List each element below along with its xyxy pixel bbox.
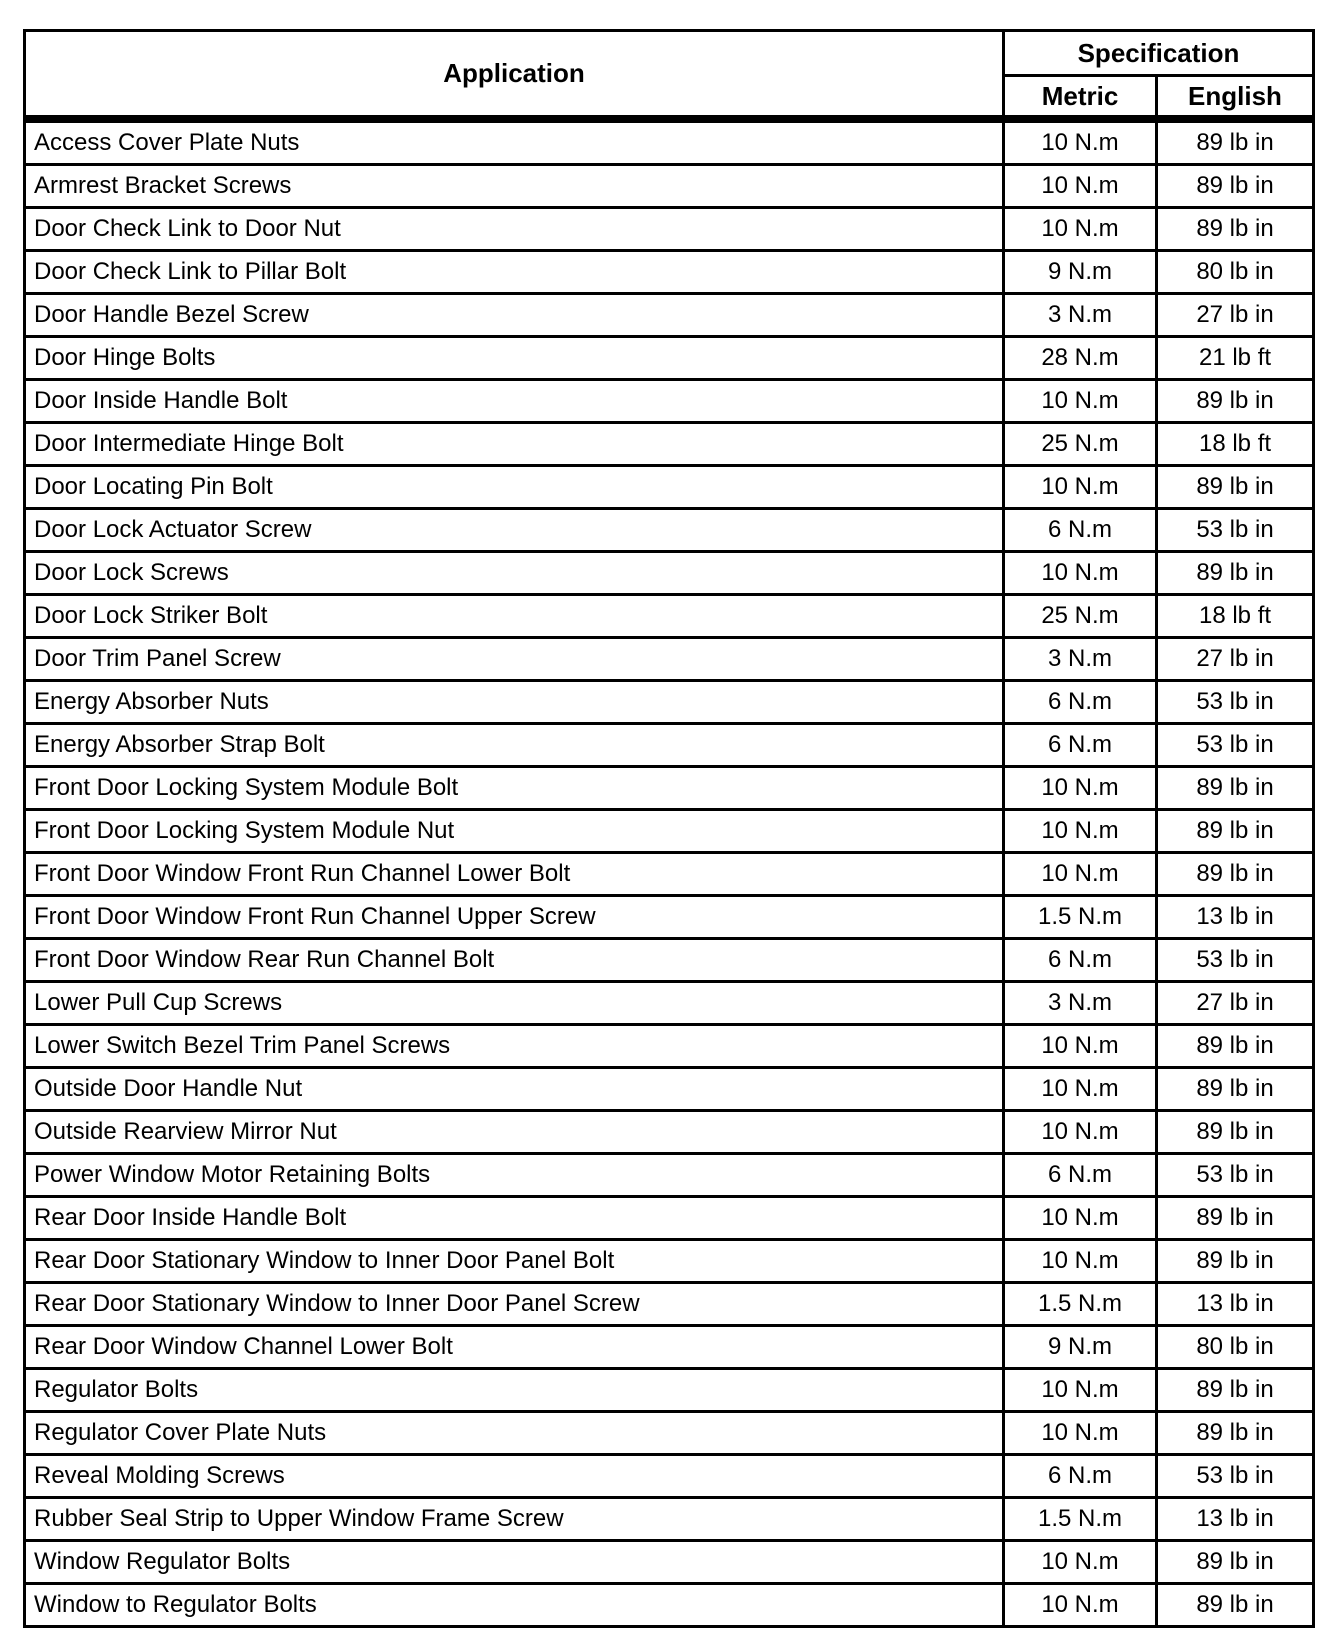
- table-row: [25, 509, 1314, 552]
- table-row: [25, 208, 1314, 251]
- column-header-application: Application: [25, 31, 1004, 120]
- table-row: [25, 1283, 1314, 1326]
- metric-value-cell: 1.5 N.m: [1004, 1283, 1157, 1326]
- table-row: [25, 896, 1314, 939]
- metric-value-cell: 6 N.m: [1004, 1154, 1157, 1197]
- application-cell: Outside Door Handle Nut: [25, 1068, 1004, 1111]
- application-cell: Energy Absorber Nuts: [25, 681, 1004, 724]
- metric-value-cell: 6 N.m: [1004, 509, 1157, 552]
- table-row: [25, 165, 1314, 208]
- table-row: [25, 638, 1314, 681]
- application-cell: Door Hinge Bolts: [25, 337, 1004, 380]
- header-row-top: [25, 31, 1314, 76]
- english-value-cell: 27 lb in: [1157, 638, 1314, 681]
- metric-value-cell: 28 N.m: [1004, 337, 1157, 380]
- english-value-cell: 27 lb in: [1157, 294, 1314, 337]
- english-value-cell: 27 lb in: [1157, 982, 1314, 1025]
- metric-value-cell: 25 N.m: [1004, 595, 1157, 638]
- application-cell: Rear Door Stationary Window to Inner Door Panel Screw: [25, 1283, 1004, 1326]
- table-row: [25, 1111, 1314, 1154]
- application-cell: Door Lock Screws: [25, 552, 1004, 595]
- table-row: [25, 1025, 1314, 1068]
- english-value-cell: 89 lb in: [1157, 552, 1314, 595]
- english-value-cell: 53 lb in: [1157, 939, 1314, 982]
- metric-value-cell: 10 N.m: [1004, 810, 1157, 853]
- english-value-cell: 80 lb in: [1157, 1326, 1314, 1369]
- metric-value-cell: 10 N.m: [1004, 1025, 1157, 1068]
- metric-value-cell: 10 N.m: [1004, 1541, 1157, 1584]
- metric-value-cell: 10 N.m: [1004, 119, 1157, 165]
- application-cell: Front Door Locking System Module Nut: [25, 810, 1004, 853]
- table-body: [25, 119, 1314, 1627]
- application-cell: Door Inside Handle Bolt: [25, 380, 1004, 423]
- english-value-cell: 89 lb in: [1157, 1025, 1314, 1068]
- metric-value-cell: 9 N.m: [1004, 251, 1157, 294]
- english-value-cell: 13 lb in: [1157, 1283, 1314, 1326]
- english-value-cell: 89 lb in: [1157, 1541, 1314, 1584]
- torque-spec-table: [23, 29, 1315, 1628]
- metric-value-cell: 6 N.m: [1004, 724, 1157, 767]
- application-cell: Front Door Window Rear Run Channel Bolt: [25, 939, 1004, 982]
- table-row: [25, 853, 1314, 896]
- application-cell: Rear Door Inside Handle Bolt: [25, 1197, 1004, 1240]
- metric-value-cell: 10 N.m: [1004, 853, 1157, 896]
- english-value-cell: 53 lb in: [1157, 1154, 1314, 1197]
- table-row: [25, 423, 1314, 466]
- english-value-cell: 13 lb in: [1157, 896, 1314, 939]
- application-cell: Door Intermediate Hinge Bolt: [25, 423, 1004, 466]
- metric-value-cell: 10 N.m: [1004, 1412, 1157, 1455]
- english-value-cell: 53 lb in: [1157, 724, 1314, 767]
- table-row: [25, 982, 1314, 1025]
- application-cell: Door Check Link to Door Nut: [25, 208, 1004, 251]
- table-row: [25, 1326, 1314, 1369]
- application-cell: Rear Door Stationary Window to Inner Door Panel Bolt: [25, 1240, 1004, 1283]
- table-row: [25, 1412, 1314, 1455]
- metric-value-cell: 10 N.m: [1004, 767, 1157, 810]
- english-value-cell: 89 lb in: [1157, 1412, 1314, 1455]
- table-row: [25, 337, 1314, 380]
- table-row: [25, 1240, 1314, 1283]
- table-header: [25, 31, 1314, 120]
- table-row: [25, 119, 1314, 165]
- table-row: [25, 767, 1314, 810]
- english-value-cell: 80 lb in: [1157, 251, 1314, 294]
- application-cell: Front Door Locking System Module Bolt: [25, 767, 1004, 810]
- application-cell: Door Lock Striker Bolt: [25, 595, 1004, 638]
- application-cell: Reveal Molding Screws: [25, 1455, 1004, 1498]
- table-row: [25, 724, 1314, 767]
- metric-value-cell: 10 N.m: [1004, 1584, 1157, 1627]
- english-value-cell: 89 lb in: [1157, 767, 1314, 810]
- metric-value-cell: 3 N.m: [1004, 638, 1157, 681]
- application-cell: Lower Switch Bezel Trim Panel Screws: [25, 1025, 1004, 1068]
- metric-value-cell: 3 N.m: [1004, 294, 1157, 337]
- metric-value-cell: 10 N.m: [1004, 1369, 1157, 1412]
- english-value-cell: 89 lb in: [1157, 1584, 1314, 1627]
- english-value-cell: 53 lb in: [1157, 509, 1314, 552]
- english-value-cell: 89 lb in: [1157, 165, 1314, 208]
- application-cell: Rear Door Window Channel Lower Bolt: [25, 1326, 1004, 1369]
- table-row: [25, 1541, 1314, 1584]
- english-value-cell: 89 lb in: [1157, 810, 1314, 853]
- application-cell: Power Window Motor Retaining Bolts: [25, 1154, 1004, 1197]
- english-value-cell: 89 lb in: [1157, 466, 1314, 509]
- table-row: [25, 1154, 1314, 1197]
- table-row: [25, 251, 1314, 294]
- application-cell: Door Locating Pin Bolt: [25, 466, 1004, 509]
- table-row: [25, 294, 1314, 337]
- application-cell: Rubber Seal Strip to Upper Window Frame Screw: [25, 1498, 1004, 1541]
- table-row: [25, 1369, 1314, 1412]
- table-row: [25, 1498, 1314, 1541]
- metric-value-cell: 3 N.m: [1004, 982, 1157, 1025]
- column-header-specification: Specification: [1004, 31, 1314, 76]
- english-value-cell: 89 lb in: [1157, 1240, 1314, 1283]
- english-value-cell: 89 lb in: [1157, 1068, 1314, 1111]
- table-row: [25, 1197, 1314, 1240]
- application-cell: Door Trim Panel Screw: [25, 638, 1004, 681]
- table-row: [25, 380, 1314, 423]
- metric-value-cell: 1.5 N.m: [1004, 1498, 1157, 1541]
- metric-value-cell: 6 N.m: [1004, 681, 1157, 724]
- english-value-cell: 53 lb in: [1157, 1455, 1314, 1498]
- application-cell: Regulator Cover Plate Nuts: [25, 1412, 1004, 1455]
- application-cell: Lower Pull Cup Screws: [25, 982, 1004, 1025]
- metric-value-cell: 25 N.m: [1004, 423, 1157, 466]
- metric-value-cell: 10 N.m: [1004, 165, 1157, 208]
- application-cell: Front Door Window Front Run Channel Upper Screw: [25, 896, 1004, 939]
- application-cell: Window Regulator Bolts: [25, 1541, 1004, 1584]
- metric-value-cell: 9 N.m: [1004, 1326, 1157, 1369]
- metric-value-cell: 10 N.m: [1004, 1068, 1157, 1111]
- english-value-cell: 89 lb in: [1157, 853, 1314, 896]
- application-cell: Energy Absorber Strap Bolt: [25, 724, 1004, 767]
- metric-value-cell: 10 N.m: [1004, 466, 1157, 509]
- english-value-cell: 18 lb ft: [1157, 423, 1314, 466]
- metric-value-cell: 1.5 N.m: [1004, 896, 1157, 939]
- table-row: [25, 552, 1314, 595]
- english-value-cell: 13 lb in: [1157, 1498, 1314, 1541]
- table-row: [25, 810, 1314, 853]
- table-row: [25, 1584, 1314, 1627]
- metric-value-cell: 10 N.m: [1004, 380, 1157, 423]
- english-value-cell: 89 lb in: [1157, 380, 1314, 423]
- metric-value-cell: 10 N.m: [1004, 208, 1157, 251]
- table-row: [25, 1068, 1314, 1111]
- metric-value-cell: 10 N.m: [1004, 552, 1157, 595]
- column-header-english: English: [1157, 76, 1314, 120]
- metric-value-cell: 10 N.m: [1004, 1111, 1157, 1154]
- english-value-cell: 89 lb in: [1157, 1197, 1314, 1240]
- application-cell: Door Handle Bezel Screw: [25, 294, 1004, 337]
- table-row: [25, 595, 1314, 638]
- metric-value-cell: 6 N.m: [1004, 1455, 1157, 1498]
- english-value-cell: 89 lb in: [1157, 1369, 1314, 1412]
- english-value-cell: 89 lb in: [1157, 119, 1314, 165]
- application-cell: Door Check Link to Pillar Bolt: [25, 251, 1004, 294]
- application-cell: Regulator Bolts: [25, 1369, 1004, 1412]
- application-cell: Front Door Window Front Run Channel Lower Bolt: [25, 853, 1004, 896]
- application-cell: Armrest Bracket Screws: [25, 165, 1004, 208]
- metric-value-cell: 10 N.m: [1004, 1197, 1157, 1240]
- english-value-cell: 21 lb ft: [1157, 337, 1314, 380]
- english-value-cell: 53 lb in: [1157, 681, 1314, 724]
- table-row: [25, 939, 1314, 982]
- english-value-cell: 89 lb in: [1157, 208, 1314, 251]
- application-cell: Window to Regulator Bolts: [25, 1584, 1004, 1627]
- table-row: [25, 681, 1314, 724]
- application-cell: Door Lock Actuator Screw: [25, 509, 1004, 552]
- table-row: [25, 466, 1314, 509]
- metric-value-cell: 10 N.m: [1004, 1240, 1157, 1283]
- application-cell: Access Cover Plate Nuts: [25, 119, 1004, 165]
- table-row: [25, 1455, 1314, 1498]
- metric-value-cell: 6 N.m: [1004, 939, 1157, 982]
- application-cell: Outside Rearview Mirror Nut: [25, 1111, 1004, 1154]
- english-value-cell: 18 lb ft: [1157, 595, 1314, 638]
- column-header-metric: Metric: [1004, 76, 1157, 120]
- english-value-cell: 89 lb in: [1157, 1111, 1314, 1154]
